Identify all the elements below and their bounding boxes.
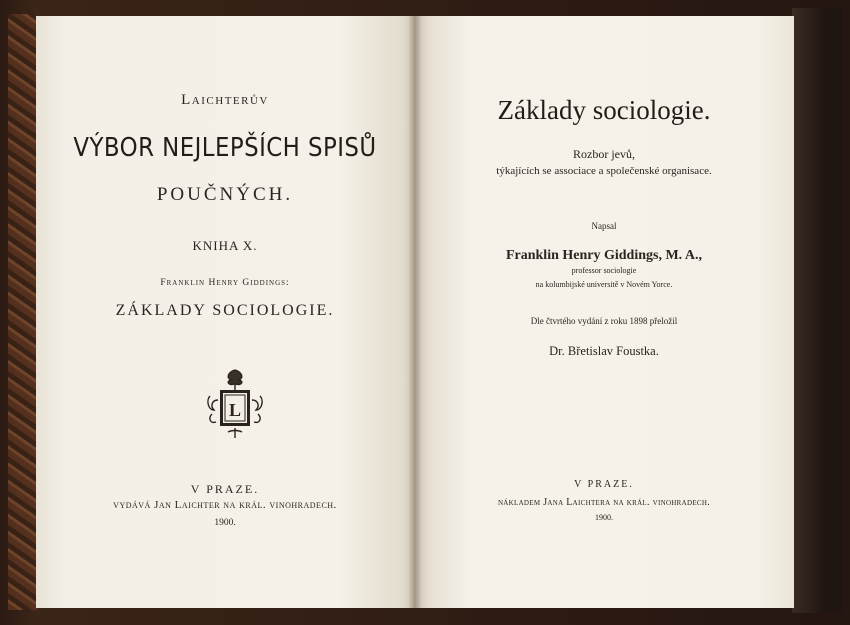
series-title: VÝBOR NEJLEPŠÍCH SPISŮ	[73, 133, 377, 163]
left-publisher: vydává Jan Laichter na král. vinohradech.	[113, 499, 337, 511]
right-year: 1900.	[595, 513, 613, 522]
right-publisher: nákladem Jana Laichtera na král. vinohradech.	[497, 497, 711, 508]
book-cover-edge	[792, 8, 842, 613]
series-publisher: Laichterův	[181, 92, 269, 108]
series-title-continued: POUČNÝCH.	[156, 184, 294, 205]
subtitle-line-1: Rozbor jevů,	[573, 147, 635, 161]
right-city: V PRAZE.	[574, 479, 634, 490]
translation-note: Dle čtvrtého vydání z roku 1898 přeložil	[530, 316, 678, 326]
left-city: V PRAZE.	[190, 482, 260, 496]
marbled-endpaper	[8, 14, 38, 610]
left-year: 1900.	[214, 518, 236, 528]
emblem-letter: L	[228, 400, 242, 420]
translator-name: Dr. Břetislav Foustka.	[549, 344, 659, 358]
volume-number: KNIHA X.	[192, 238, 258, 253]
wrote-label: Napsal	[591, 221, 617, 231]
author-name: Franklin Henry Giddings, M. A.,	[505, 248, 703, 263]
subtitle-line-2: týkajících se associace a společenské organisace.	[496, 165, 712, 177]
author-position-2: na kolumbijské universitě v Novém Yorce.	[535, 280, 673, 289]
publisher-emblem-icon	[204, 366, 266, 440]
left-book-title: ZÁKLADY SOCIOLOGIE.	[115, 302, 335, 319]
book-title: Základy sociologie.	[497, 95, 711, 125]
left-author: Franklin Henry Giddings:	[160, 278, 290, 288]
author-position-1: professor sociologie	[571, 266, 637, 275]
